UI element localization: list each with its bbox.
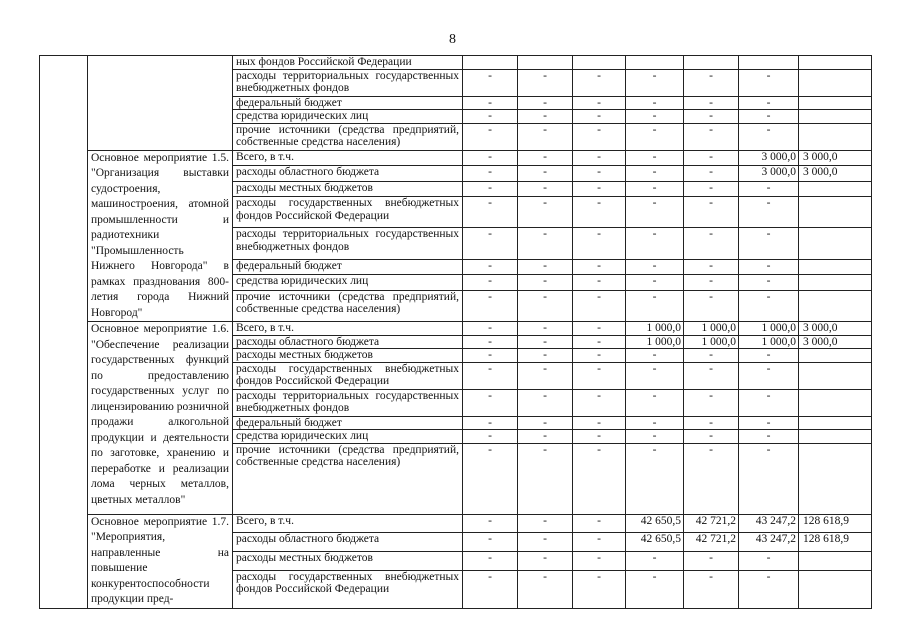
value-cell: - <box>684 416 739 430</box>
value-cell: - <box>626 416 684 430</box>
value-cell: - <box>463 259 518 275</box>
value-cell <box>799 552 872 571</box>
value-cell: - <box>573 96 626 110</box>
value-cell: 42 650,5 <box>626 533 684 552</box>
value-cell <box>799 290 872 321</box>
blank-column-cell <box>40 56 88 609</box>
value-cell: - <box>739 416 799 430</box>
value-cell: - <box>626 443 684 514</box>
value-cell: - <box>518 275 573 291</box>
value-cell: - <box>573 110 626 124</box>
value-cell: - <box>573 514 626 533</box>
value-cell: - <box>463 416 518 430</box>
value-cell: - <box>626 389 684 416</box>
value-cell: - <box>518 430 573 444</box>
value-cell <box>626 56 684 70</box>
value-cell: - <box>518 443 573 514</box>
value-cell: - <box>518 362 573 389</box>
value-cell <box>799 275 872 291</box>
value-cell: - <box>463 335 518 349</box>
value-cell: - <box>573 228 626 259</box>
value-cell: - <box>463 290 518 321</box>
value-cell: - <box>463 197 518 228</box>
value-cell: - <box>684 389 739 416</box>
value-cell: - <box>463 552 518 571</box>
value-cell: 3 000,0 <box>799 166 872 182</box>
source-cell: прочие источники (средства предприятий, собственные средства населения) <box>233 123 463 150</box>
value-cell: 128 618,9 <box>799 533 872 552</box>
value-cell: - <box>684 275 739 291</box>
value-cell: - <box>739 570 799 608</box>
value-cell: - <box>518 123 573 150</box>
source-cell: расходы местных бюджетов <box>233 552 463 571</box>
value-cell: - <box>518 349 573 363</box>
value-cell: 1 000,0 <box>739 322 799 336</box>
value-cell <box>799 349 872 363</box>
value-cell: - <box>573 416 626 430</box>
source-cell: расходы государственных внебюджетных фондов Российской Федерации <box>233 570 463 608</box>
value-cell <box>799 197 872 228</box>
budget-table <box>39 55 872 609</box>
value-cell: - <box>626 166 684 182</box>
value-cell: - <box>518 514 573 533</box>
value-cell: - <box>684 552 739 571</box>
value-cell: - <box>626 275 684 291</box>
value-cell: - <box>573 123 626 150</box>
value-cell: - <box>739 110 799 124</box>
value-cell: - <box>626 362 684 389</box>
value-cell: - <box>463 110 518 124</box>
source-cell: Всего, в т.ч. <box>233 150 463 166</box>
value-cell <box>799 416 872 430</box>
value-cell: - <box>518 181 573 197</box>
value-cell: - <box>739 259 799 275</box>
value-cell <box>799 96 872 110</box>
value-cell: - <box>518 552 573 571</box>
value-cell <box>799 570 872 608</box>
value-cell: - <box>684 181 739 197</box>
value-cell: - <box>463 275 518 291</box>
value-cell <box>799 430 872 444</box>
value-cell: - <box>684 443 739 514</box>
value-cell: 1 000,0 <box>626 322 684 336</box>
value-cell: - <box>684 570 739 608</box>
value-cell <box>799 389 872 416</box>
value-cell <box>799 123 872 150</box>
source-cell: федеральный бюджет <box>233 96 463 110</box>
value-cell: - <box>518 197 573 228</box>
value-cell: - <box>463 570 518 608</box>
value-cell: - <box>573 389 626 416</box>
value-cell: - <box>739 275 799 291</box>
value-cell: 43 247,2 <box>739 514 799 533</box>
source-cell: федеральный бюджет <box>233 416 463 430</box>
source-cell: расходы областного бюджета <box>233 533 463 552</box>
value-cell: - <box>739 349 799 363</box>
source-cell: расходы территориальных государственных внебюджетных фондов <box>233 69 463 96</box>
value-cell: - <box>573 69 626 96</box>
table-row <box>40 150 872 166</box>
value-cell: - <box>684 197 739 228</box>
value-cell: - <box>573 166 626 182</box>
value-cell: - <box>463 362 518 389</box>
value-cell: - <box>626 290 684 321</box>
value-cell: - <box>573 150 626 166</box>
value-cell: 128 618,9 <box>799 514 872 533</box>
table-row <box>40 514 872 533</box>
value-cell: - <box>626 259 684 275</box>
value-cell: - <box>518 69 573 96</box>
table-row <box>40 56 872 70</box>
value-cell: 3 000,0 <box>739 166 799 182</box>
source-cell: расходы областного бюджета <box>233 166 463 182</box>
value-cell: - <box>463 69 518 96</box>
value-cell: - <box>626 228 684 259</box>
value-cell: - <box>573 443 626 514</box>
source-cell: средства юридических лиц <box>233 110 463 124</box>
value-cell: - <box>739 123 799 150</box>
value-cell: - <box>518 259 573 275</box>
value-cell: - <box>518 290 573 321</box>
source-cell: прочие источники (средства предприятий, собственные средства населения) <box>233 443 463 514</box>
value-cell: - <box>626 349 684 363</box>
value-cell: 3 000,0 <box>799 150 872 166</box>
value-cell: - <box>573 430 626 444</box>
page-number: 8 <box>449 32 456 47</box>
value-cell: - <box>626 197 684 228</box>
value-cell: - <box>739 362 799 389</box>
value-cell: - <box>684 349 739 363</box>
value-cell: 3 000,0 <box>739 150 799 166</box>
value-cell: - <box>684 290 739 321</box>
source-cell: расходы местных бюджетов <box>233 181 463 197</box>
value-cell: 1 000,0 <box>739 335 799 349</box>
value-cell: - <box>684 430 739 444</box>
value-cell <box>799 110 872 124</box>
value-cell: - <box>463 228 518 259</box>
value-cell <box>518 56 573 70</box>
value-cell: - <box>463 96 518 110</box>
value-cell: - <box>684 123 739 150</box>
value-cell: - <box>739 96 799 110</box>
value-cell: - <box>463 322 518 336</box>
value-cell: - <box>518 570 573 608</box>
source-cell: расходы государственных внебюджетных фондов Российской Федерации <box>233 362 463 389</box>
value-cell: - <box>626 430 684 444</box>
value-cell: - <box>739 181 799 197</box>
event-cell: Основное мероприятие 1.7. "Мероприятия, направленные на повышение конкурентоспособности продукции пред- <box>88 514 233 608</box>
value-cell: - <box>626 150 684 166</box>
value-cell: - <box>518 389 573 416</box>
value-cell: - <box>518 166 573 182</box>
value-cell: - <box>684 69 739 96</box>
value-cell: - <box>684 362 739 389</box>
value-cell: - <box>573 290 626 321</box>
value-cell: - <box>573 259 626 275</box>
value-cell: - <box>518 96 573 110</box>
value-cell: - <box>573 533 626 552</box>
value-cell: - <box>463 443 518 514</box>
value-cell <box>799 362 872 389</box>
value-cell <box>799 56 872 70</box>
table-row <box>40 322 872 336</box>
value-cell: 42 721,2 <box>684 514 739 533</box>
value-cell: - <box>684 96 739 110</box>
value-cell <box>463 56 518 70</box>
value-cell: - <box>518 110 573 124</box>
source-cell: средства юридических лиц <box>233 275 463 291</box>
value-cell: - <box>626 69 684 96</box>
value-cell: - <box>739 443 799 514</box>
value-cell: 42 650,5 <box>626 514 684 533</box>
value-cell: - <box>739 69 799 96</box>
value-cell: - <box>626 570 684 608</box>
value-cell <box>799 259 872 275</box>
value-cell: - <box>573 335 626 349</box>
value-cell: - <box>739 228 799 259</box>
value-cell: - <box>463 533 518 552</box>
source-cell: Всего, в т.ч. <box>233 514 463 533</box>
source-cell: расходы государственных внебюджетных фондов Российской Федерации <box>233 197 463 228</box>
value-cell: - <box>463 166 518 182</box>
value-cell: - <box>518 150 573 166</box>
value-cell: - <box>463 181 518 197</box>
source-cell: Всего, в т.ч. <box>233 322 463 336</box>
value-cell: - <box>626 123 684 150</box>
value-cell: - <box>573 181 626 197</box>
value-cell: - <box>518 335 573 349</box>
value-cell: - <box>573 197 626 228</box>
source-cell: расходы областного бюджета <box>233 335 463 349</box>
value-cell: - <box>626 96 684 110</box>
source-cell: расходы территориальных государственных внебюджетных фондов <box>233 389 463 416</box>
value-cell: - <box>626 552 684 571</box>
value-cell: - <box>463 349 518 363</box>
value-cell: - <box>739 389 799 416</box>
value-cell <box>573 56 626 70</box>
value-cell: - <box>573 275 626 291</box>
source-cell: средства юридических лиц <box>233 430 463 444</box>
value-cell: - <box>518 228 573 259</box>
source-cell: расходы территориальных государственных внебюджетных фондов <box>233 228 463 259</box>
value-cell: - <box>684 228 739 259</box>
value-cell: - <box>573 349 626 363</box>
value-cell: - <box>684 259 739 275</box>
value-cell: - <box>684 166 739 182</box>
event-cell: Основное мероприятие 1.5. "Организация выставки судостроения, машиностроения, атомной промышленности и радиотехники "Промышленность Нижнего Новгорода" в рамках празднования 800-летия города Нижний Новгород" <box>88 150 233 322</box>
value-cell: - <box>463 123 518 150</box>
value-cell <box>739 56 799 70</box>
value-cell <box>799 443 872 514</box>
value-cell: 3 000,0 <box>799 322 872 336</box>
value-cell: 1 000,0 <box>684 322 739 336</box>
value-cell: - <box>739 430 799 444</box>
value-cell: - <box>739 290 799 321</box>
value-cell: 43 247,2 <box>739 533 799 552</box>
value-cell: - <box>739 552 799 571</box>
value-cell: - <box>684 150 739 166</box>
value-cell: 3 000,0 <box>799 335 872 349</box>
value-cell: 1 000,0 <box>684 335 739 349</box>
value-cell: 1 000,0 <box>626 335 684 349</box>
value-cell: - <box>626 181 684 197</box>
value-cell: - <box>573 322 626 336</box>
value-cell: - <box>518 416 573 430</box>
value-cell: - <box>684 110 739 124</box>
value-cell: - <box>463 430 518 444</box>
event-cell: Основное мероприятие 1.6. "Обеспечение реализации государственных функций по предоставлению государственных услуг по лицензированию розничной продажи алкогольной продукции и деятельности по заготовке, хранению и переработке и реализации лома черных металлов, цветных металлов" <box>88 322 233 515</box>
value-cell: - <box>463 150 518 166</box>
value-cell: - <box>518 322 573 336</box>
value-cell: - <box>626 110 684 124</box>
value-cell: - <box>739 197 799 228</box>
event-cell <box>88 56 233 151</box>
value-cell: - <box>518 533 573 552</box>
source-cell: федеральный бюджет <box>233 259 463 275</box>
value-cell: - <box>573 570 626 608</box>
value-cell <box>799 69 872 96</box>
value-cell <box>684 56 739 70</box>
source-cell: ных фондов Российской Федерации <box>233 56 463 70</box>
value-cell: - <box>573 362 626 389</box>
value-cell: - <box>463 514 518 533</box>
value-cell: - <box>463 389 518 416</box>
value-cell: 42 721,2 <box>684 533 739 552</box>
source-cell: прочие источники (средства предприятий, собственные средства населения) <box>233 290 463 321</box>
value-cell <box>799 181 872 197</box>
source-cell: расходы местных бюджетов <box>233 349 463 363</box>
value-cell: - <box>573 552 626 571</box>
value-cell <box>799 228 872 259</box>
